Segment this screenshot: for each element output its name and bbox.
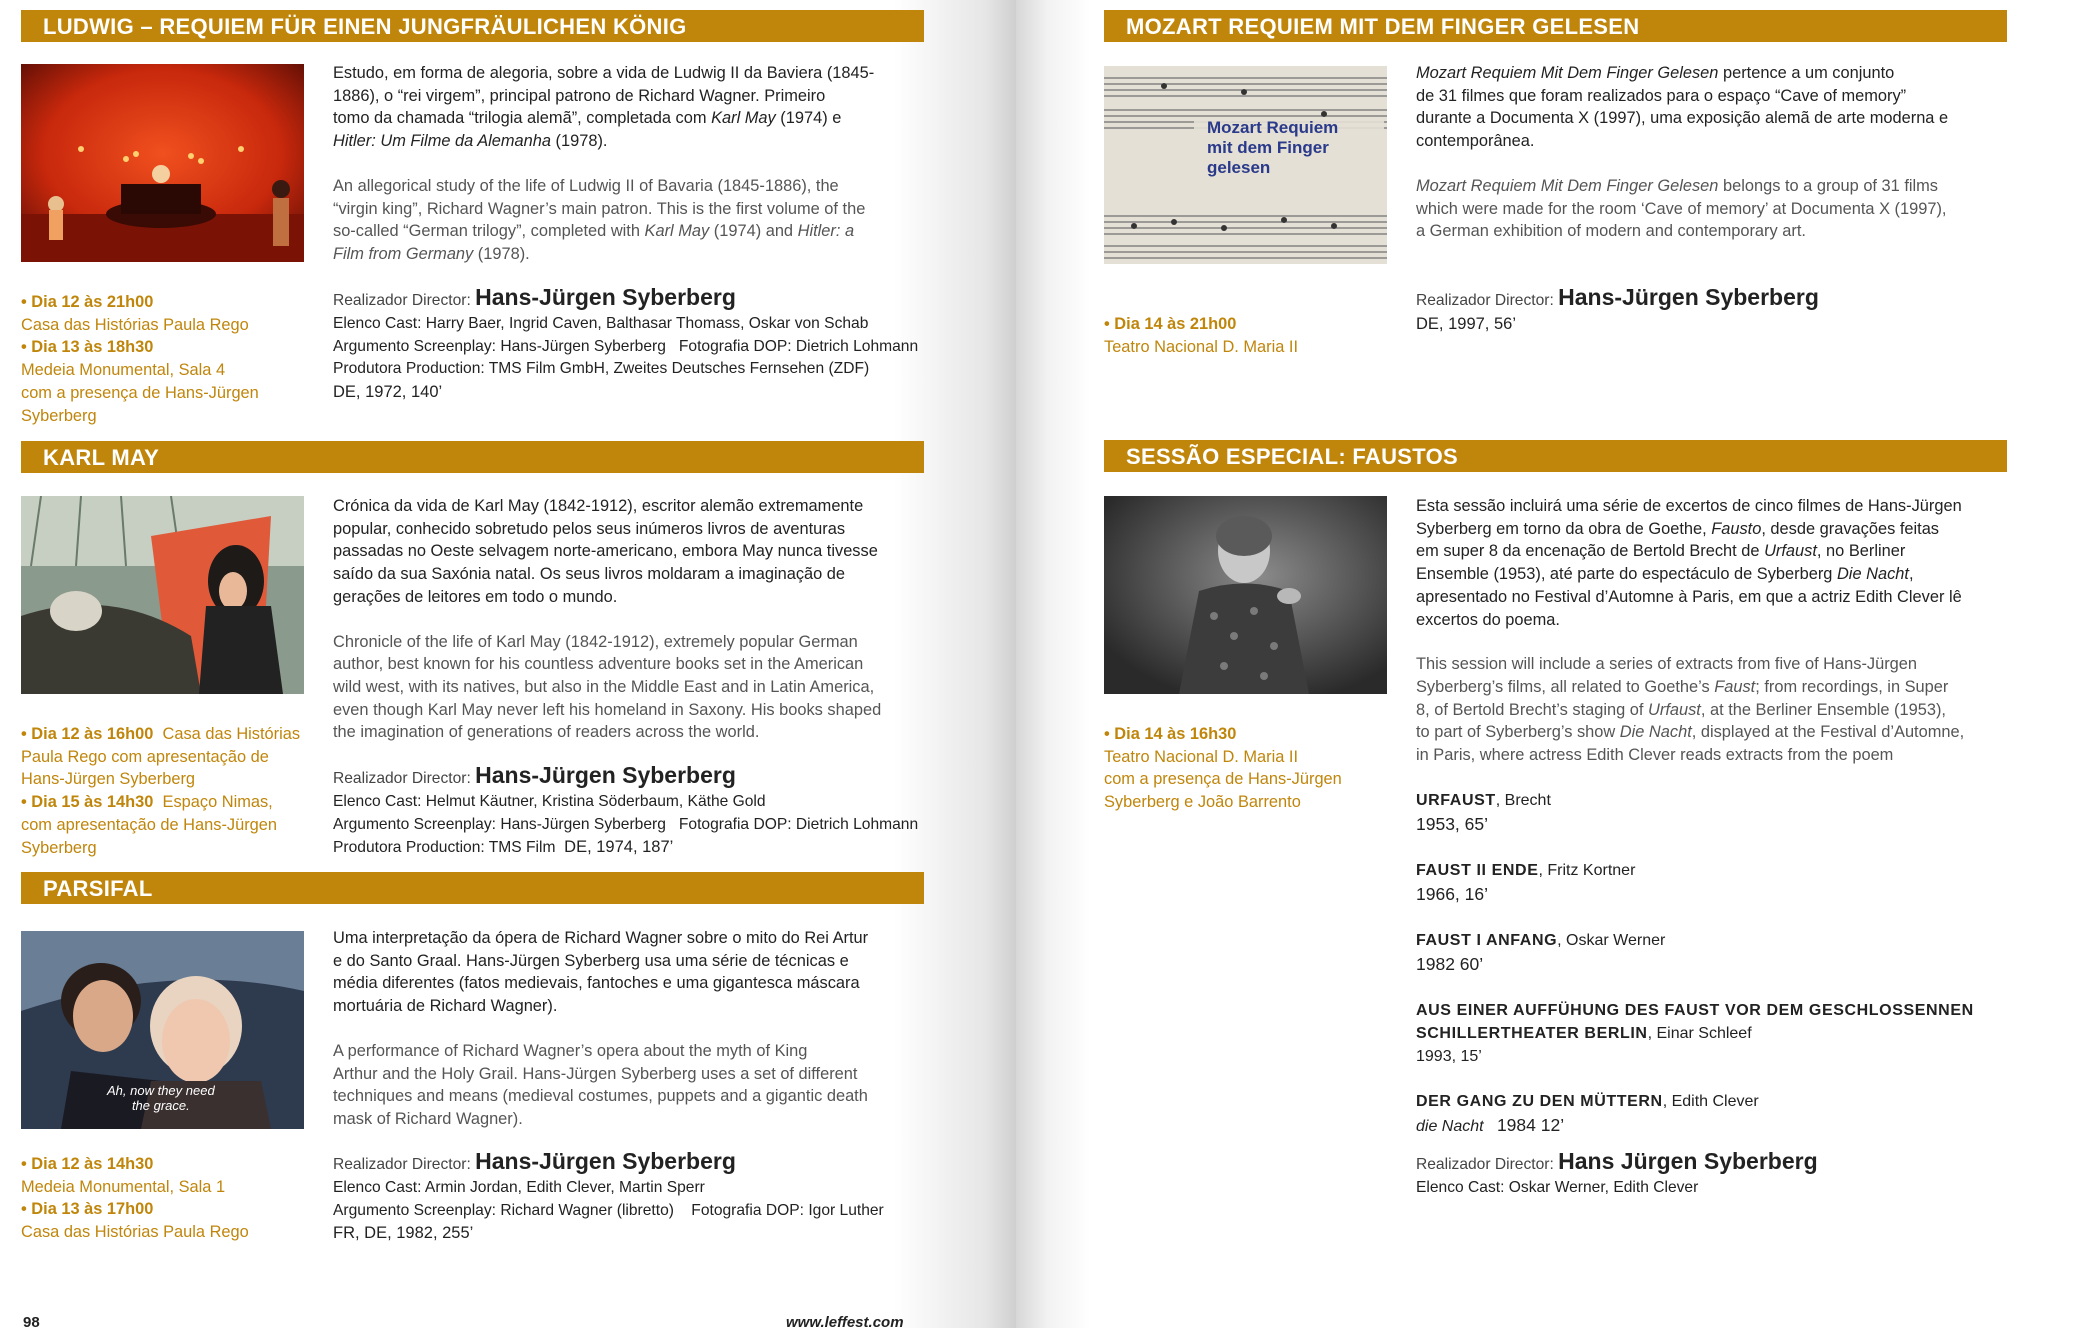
text-line: to part of Syberberg’s show [1416, 723, 1620, 742]
excerpt-year: 1984 12’ [1496, 1114, 1565, 1135]
schedule-mozart: • Dia 14 às 21h00 Teatro Nacional D. Maria II [1104, 315, 1299, 356]
screening-date: Dia 14 às 16h30 [1114, 725, 1237, 743]
synopsis-faustos [1416, 495, 2041, 767]
cast-list: Helmut Käutner, Kristina Söderbaum, Käthe Gold [425, 792, 766, 810]
credit-label: Screenplay: [413, 337, 496, 355]
credit-label: Produtora [333, 839, 402, 857]
credit-label: DOP: [753, 815, 792, 833]
venue: Teatro Nacional D. Maria II [1104, 747, 1299, 766]
excerpt-year: 1953, 65’ [1416, 813, 1489, 834]
text-line: wild west, with its natives, but also in the Middle East and in Latin America, [333, 677, 875, 696]
credit-label: Elenco [333, 1178, 381, 1196]
film-still-faustos [1104, 496, 1387, 694]
text-line: ; from recordings, in Super [1755, 677, 1949, 696]
film-title-ref: Hitler: Um Filme da Alemanha [333, 132, 551, 151]
director-name: Hans Jürgen Syberberg [1558, 1148, 1818, 1174]
text-line: passadas no Oeste selvagem norte-americano, embora May nunca tivesse [333, 542, 878, 561]
credit-label: Realizador [333, 770, 408, 787]
excerpt-author: , Oskar Werner [1557, 932, 1666, 950]
text-line: 8, of Bertold Brecht’s staging of [1416, 700, 1649, 719]
film-title-ref: Mozart Requiem Mit Dem Finger Gelesen [1416, 64, 1719, 82]
film-title-ref: Die Nacht [1619, 723, 1692, 742]
film-title-ref: Fausto [1711, 519, 1762, 538]
text-line: author, best known for his countless adventure books set in the American [333, 655, 864, 674]
caption-line: the grace. [131, 1098, 190, 1113]
excerpt-subtitle: die Nacht [1416, 1117, 1484, 1135]
synopsis-parsifal [333, 927, 938, 1131]
text-line: (1974) and [709, 222, 798, 241]
screening-date: Dia 12 às 21h00 [31, 293, 154, 311]
excerpt-year: 1993, 15’ [1416, 1047, 1482, 1065]
excerpt-year: 1982 60’ [1416, 953, 1484, 974]
film-still-ludwig [21, 64, 304, 262]
credit-label: Argumento [333, 337, 410, 355]
text-line: belongs to a group of 31 films [1718, 176, 1939, 195]
credit-label: Cast: [385, 314, 422, 332]
credit-label: Elenco [333, 314, 381, 332]
text-line: , desde gravações feitas [1761, 519, 1940, 538]
venue-note: Syberberg [21, 406, 97, 425]
venue-note: Syberberg e João Barrento [1104, 793, 1301, 812]
text-line: (1974) e [775, 109, 842, 128]
venue: Casa das Histórias Paula Rego [21, 1223, 249, 1242]
credit-label: Argumento [333, 815, 410, 833]
text-line: de 31 filmes que foram realizados para o espaço “Cave of memory” [1416, 86, 1907, 105]
credit-label: DOP: [753, 337, 792, 355]
venue: Casa das Histórias Paula Rego [21, 315, 249, 334]
excerpt-title: URFAUST [1416, 792, 1496, 809]
venue: Teatro Nacional D. Maria II [1104, 337, 1299, 356]
venue: Paula Rego com apresentação de [21, 747, 269, 766]
text-line: even though Karl May never left his homeland in Saxony. His books shaped [333, 700, 882, 719]
text-line: techniques and means (medieval costumes, puppets and a gigantic death [333, 1087, 868, 1106]
credits-mozart [1416, 286, 1819, 337]
excerpt-title: FAUST II ENDE [1416, 862, 1539, 880]
credit-label: Realizador [1416, 292, 1491, 309]
text-line: média diferentes (fatos medievais, fantoches e uma gigantesca máscara [333, 974, 860, 993]
caption-line: Ah, now they need [107, 1083, 215, 1098]
schedule-faustos: • Dia 14 às 16h30 Teatro Nacional D. Maria II com a presença de Hans-Jürgen Syberberg e João Barrento [1104, 725, 1342, 812]
text-line: durante a Documenta X (1997), uma exposição alemã de arte moderna e [1416, 109, 1949, 128]
production: TMS Film [488, 839, 556, 857]
credits-parsifal [333, 1150, 884, 1246]
text-line: a German exhibition of modern and contemporary art. [1416, 222, 1806, 241]
text-line: Estudo, em forma de alegoria, sobre a vida de Ludwig II da Baviera (1845- [333, 64, 875, 82]
list-item [1416, 930, 2056, 978]
section-header-karl-may: KARL MAY [21, 441, 924, 473]
venue-note: com a presença de Hans-Jürgen [21, 383, 259, 402]
screening-date: Dia 13 às 18h30 [31, 338, 154, 357]
credit-label: DOP: [765, 1201, 804, 1219]
synopsis-karl-may [333, 495, 938, 744]
text-line: em super 8 da encenação de Bertold Brecht de [1416, 542, 1765, 561]
text-line: Syberberg’s films, all related to Goethe’s [1416, 677, 1715, 696]
credit-label: Director: [1494, 292, 1554, 309]
text-line: Crónica da vida de Karl May (1842-1912), escritor alemão extremamente [333, 497, 864, 515]
list-item [1416, 1000, 2056, 1068]
credit-label: Cast: [385, 792, 422, 810]
excerpt-title: AUS EINER AUFFÜHUNG DES FAUST VOR DEM GESCHLOSSENNEN [1416, 1002, 1974, 1020]
credits-faustos [1416, 1150, 1818, 1200]
film-title-ref: Film from Germany [333, 244, 474, 263]
cast-list: Oskar Werner, Edith Clever [1508, 1178, 1699, 1196]
credit-label: Fotografia [678, 337, 750, 355]
credit-label: Elenco [333, 792, 381, 810]
credit-label: Director: [411, 292, 471, 309]
text-line: (1978). [473, 244, 530, 263]
credit-label: Fotografia [691, 1201, 762, 1219]
schedule-ludwig: • Dia 12 às 21h00 Casa das Histórias Paula Rego • Dia 13 às 18h30 Medeia Monumental, Sala 4 com a presença de Hans-Jürgen Syberberg [21, 293, 259, 425]
director-name: Hans-Jürgen Syberberg [475, 1148, 736, 1174]
section-header-faustos: SESSÃO ESPECIAL: FAUSTOS [1104, 440, 2007, 472]
tech-info: DE, 1974, 187’ [564, 838, 674, 857]
director-name: Hans-Jürgen Syberberg [475, 284, 736, 310]
text-line: Chronicle of the life of Karl May (1842-1912), extremely popular German [333, 632, 858, 651]
screenplay: Richard Wagner (libretto) [500, 1201, 674, 1219]
credit-label: Realizador [333, 292, 408, 309]
credits-ludwig [333, 286, 918, 405]
credit-label: Screenplay: [413, 1201, 496, 1219]
production: TMS Film GmbH, Zweites Deutsches Fernsehen (ZDF) [488, 360, 870, 378]
text-line: , at the Berliner Ensemble (1953), [1700, 700, 1946, 719]
venue: Casa das Histórias [162, 725, 301, 743]
film-still-parsifal [21, 931, 304, 1129]
text-line: so-called “German trilogy”, completed with [333, 222, 645, 241]
text-line: contemporânea. [1416, 132, 1535, 151]
text-line: the imagination of generations of readers across the world. [333, 723, 760, 742]
faust-film-list [1416, 790, 2056, 1161]
venue-note: Syberberg [21, 838, 97, 857]
credit-label: Elenco [1416, 1178, 1464, 1196]
text-line: Uma interpretação da ópera de Richard Wagner sobre o mito do Rei Artur [333, 929, 869, 947]
film-title-ref: Urfaust [1764, 542, 1817, 561]
screening-date: Dia 13 às 17h00 [31, 1200, 154, 1219]
dop: Dietrich Lohmann [795, 337, 919, 355]
page-number: 98 [23, 1314, 40, 1328]
venue: Medeia Monumental, Sala 4 [21, 361, 226, 380]
credit-label: Director: [411, 1156, 471, 1173]
dop: Igor Luther [808, 1201, 884, 1219]
text-line: (1978). [551, 132, 608, 151]
list-item [1416, 860, 2056, 908]
film-still-karl-may [21, 496, 304, 694]
credit-label: Argumento [333, 1201, 410, 1219]
excerpt-author: , Einar Schleef [1647, 1025, 1752, 1043]
excerpt-author: , Brecht [1495, 792, 1551, 809]
film-title-ref: Urfaust [1648, 700, 1701, 719]
credit-label: Director: [411, 770, 471, 787]
director-name: Hans-Jürgen Syberberg [1558, 284, 1819, 310]
text-line: mask of Richard Wagner). [333, 1109, 523, 1128]
text-line: , displayed at the Festival d’Automne, [1691, 723, 1965, 742]
film-title-ref: Die Nacht [1836, 565, 1909, 584]
text-line: apresentado no Festival d’Automne à Paris, em que a actriz Edith Clever lê [1416, 587, 1962, 606]
right-page [1016, 0, 2083, 1328]
tech-info: FR, DE, 1982, 255’ [333, 1224, 474, 1243]
venue: Espaço Nimas, [162, 793, 273, 812]
cast-list: Harry Baer, Ingrid Caven, Balthasar Thomass, Oskar von Schab [425, 314, 869, 332]
text-line: Ensemble (1953), até parte do espectáculo de Syberberg [1416, 565, 1837, 584]
venue: Medeia Monumental, Sala 1 [21, 1177, 226, 1196]
film-title-ref: Hitler: a [797, 222, 855, 241]
film-title-ref: Karl May [711, 109, 776, 128]
text-line: which were made for the room ‘Cave of memory’ at Documenta X (1997), [1416, 199, 1947, 218]
left-page [0, 0, 1016, 1328]
film-title-ref: Mozart Requiem Mit Dem Finger Gelesen [1416, 176, 1719, 195]
text-line: Syberberg em torno da obra de Goethe, [1416, 519, 1712, 538]
credit-label: Realizador [1416, 1156, 1491, 1173]
still-overlay-title [1207, 118, 1338, 178]
synopsis-mozart [1416, 62, 2036, 243]
venue-note: com apresentação de Hans-Jürgen [21, 815, 278, 834]
section-header-parsifal: PARSIFAL [21, 872, 924, 904]
list-item [1416, 790, 2056, 838]
schedule-parsifal: • Dia 12 às 14h30 Medeia Monumental, Sala 1 • Dia 13 às 17h00 Casa das Histórias Paula Rego [21, 1155, 249, 1242]
credit-label: Screenplay: [413, 815, 496, 833]
credit-label: Produtora [333, 360, 402, 378]
screenplay: Hans-Jürgen Syberberg [500, 815, 666, 833]
tech-info: DE, 1972, 140’ [333, 383, 443, 402]
credit-label: Fotografia [678, 815, 750, 833]
credit-label: Realizador [333, 1156, 408, 1173]
credit-label: Cast: [1468, 1178, 1505, 1196]
screening-date: Dia 14 às 21h00 [1114, 315, 1237, 333]
text-line: tomo da chamada “trilogia alemã”, completada com [333, 109, 712, 128]
excerpt-author: , Edith Clever [1662, 1093, 1759, 1111]
venue-note: com a presença de Hans-Jürgen [1104, 770, 1342, 789]
screenplay: Hans-Jürgen Syberberg [500, 337, 666, 355]
text-line: in Paris, where actress Edith Clever reads extracts from the poem [1416, 746, 1894, 765]
text-line: excertos do poema. [1416, 610, 1560, 629]
screening-date: Dia 12 às 16h00 [31, 725, 154, 743]
credit-label: Cast: [385, 1178, 422, 1196]
film-title-ref: Karl May [644, 222, 710, 241]
text-line: saído da sua Saxónia natal. Os seus livros moldaram a imaginação de [333, 565, 846, 584]
excerpt-title: SCHILLERTHEATER BERLIN [1416, 1025, 1648, 1043]
text-line: Arthur and the Holy Grail. Hans-Jürgen Syberberg uses a set of different [333, 1064, 858, 1083]
text-line: 1886), o “rei virgem”, principal patrono de Richard Wagner. Primeiro [333, 86, 826, 105]
text-line: , no Berliner [1816, 542, 1906, 561]
text-line: A performance of Richard Wagner’s opera about the myth of King [333, 1041, 808, 1060]
text-line: Esta sessão incluirá uma série de excertos de cinco filmes de Hans-Jürgen [1416, 497, 1962, 515]
section-header-mozart: MOZART REQUIEM MIT DEM FINGER GELESEN [1104, 10, 2007, 42]
credit-label: Director: [1494, 1156, 1554, 1173]
subtitle-caption [107, 1083, 215, 1113]
list-item [1416, 1091, 2056, 1139]
schedule-karl-may: • Dia 12 às 16h00 Casa das Histórias Paula Rego com apresentação de Hans-Jürgen Syberberg • Dia 15 às 14h30 Espaço Nimas, com apresentação de Hans-Jürgen Syberberg [21, 725, 301, 857]
footer-url[interactable]: www.leffest.com [786, 1314, 904, 1328]
dop: Dietrich Lohmann [795, 815, 919, 833]
director-name: Hans-Jürgen Syberberg [475, 762, 736, 788]
overlay-line: mit dem Finger [1207, 138, 1329, 157]
text-line: gerações de leitores em todo o mundo. [333, 587, 618, 606]
credit-label: Production: [405, 839, 485, 857]
excerpt-title: DER GANG ZU DEN MÜTTERN [1416, 1093, 1663, 1111]
text-line: e do Santo Graal. Hans-Jürgen Syberberg usa uma série de técnicas e [333, 951, 849, 970]
text-line: mortuária de Richard Wagner). [333, 997, 558, 1016]
overlay-line: Mozart Requiem [1207, 118, 1339, 137]
excerpt-author: , Fritz Kortner [1538, 862, 1636, 880]
overlay-line: gelesen [1207, 158, 1271, 177]
credits-karl-may [333, 764, 918, 860]
cast-list: Armin Jordan, Edith Clever, Martin Sperr [424, 1178, 705, 1196]
text-line: This session will include a series of extracts from five of Hans-Jürgen [1416, 655, 1918, 674]
tech-info: DE, 1997, 56’ [1416, 314, 1516, 333]
section-header-ludwig: LUDWIG – REQUIEM FÜR EINEN JUNGFRÄULICHEN KÖNIG [21, 10, 924, 42]
film-title-ref: Faust [1714, 677, 1756, 696]
text-line: pertence a um conjunto [1718, 64, 1895, 82]
text-line: “virgin king”, Richard Wagner’s main patron. This is the first volume of the [333, 199, 866, 218]
excerpt-title: FAUST I ANFANG [1416, 932, 1558, 950]
excerpt-year: 1966, 16’ [1416, 883, 1489, 904]
synopsis-ludwig [333, 62, 933, 266]
screening-date: Dia 15 às 14h30 [31, 793, 154, 812]
text-line: An allegorical study of the life of Ludwig II of Bavaria (1845-1886), the [333, 176, 839, 195]
venue-note: Hans-Jürgen Syberberg [21, 770, 196, 789]
text-line: , [1908, 565, 1914, 584]
credit-label: Production: [405, 360, 485, 378]
text-line: popular, conhecido sobretudo pelos seus inúmeros livros de aventuras [333, 519, 846, 538]
film-still-mozart [1104, 66, 1387, 264]
screening-date: Dia 12 às 14h30 [31, 1155, 154, 1173]
